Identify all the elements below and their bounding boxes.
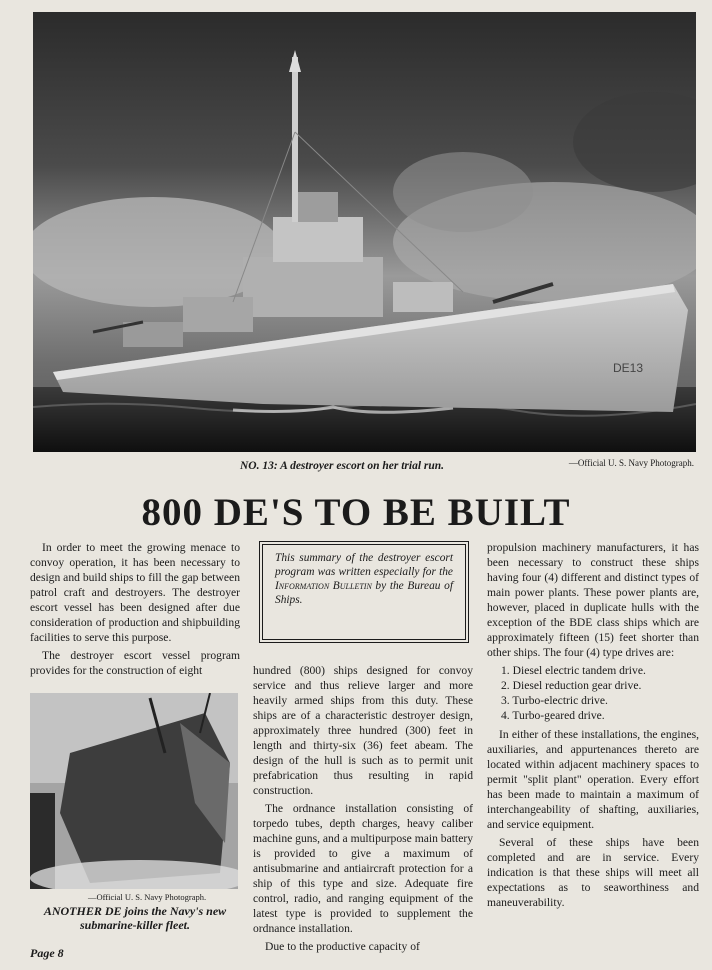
paragraph: Several of these ships have been completed and are in service. Every indication is that these ships will meet all expectations as to seaworthiness and maneuverability. xyxy=(487,836,699,909)
caption-text: A destroyer escort on her trial run. xyxy=(280,460,445,472)
summary-text-smallcaps: Information Bulletin xyxy=(275,580,372,592)
list-item: 1. Diesel electric tandem drive. xyxy=(501,664,646,677)
column-3 xyxy=(487,540,699,910)
summary-text-part2: by the Bureau of Ships. xyxy=(275,580,453,606)
summary-text-part1: This summary of the destroyer escort program was written especially for the xyxy=(275,552,453,578)
destroyer-escort-photo xyxy=(33,12,696,452)
paragraph: In order to meet the growing menace to convoy operation, it has been necessary to design and build ships to fill the gap between patrol craft and destroyers. The destroyer escort vessel has been designed after due consideration of production and shipbuilding facilities to serve this purpose. xyxy=(30,541,240,644)
photo-credit: —Official U. S. Navy Photograph. xyxy=(568,458,694,468)
summary-box xyxy=(259,541,469,643)
paragraph: In either of these installations, the engines, auxiliaries, and appurtenances thereto are located within adjacent machinery spaces to permit "split plant" operation. Every effort has been made to maintain a maximum of interchangeability of shafting, auxiliaries, and service equipment. xyxy=(487,728,699,831)
photo-caption xyxy=(240,460,444,472)
de-bow-photo xyxy=(30,693,238,889)
drive-types-list xyxy=(487,663,699,723)
paragraph: Due to the productive capacity of xyxy=(265,940,420,953)
small-photo-credit: —Official U. S. Navy Photograph. xyxy=(88,892,207,902)
list-item: 3. Turbo-electric drive. xyxy=(501,694,608,707)
paragraph: The ordnance installation consisting of torpedo tubes, depth charges, heavy caliber machine guns, and a multipurpose main battery is provided to give a maximum of antisubmarine and antiaircraft protection for a ship of this type and size. Adequate fire control, radio, and ranging equipment of the latest type is provided to supplement the ordnance installation. xyxy=(253,802,473,935)
paragraph: hundred (800) ships designed for convoy service and thus relieve larger and more heavily armed ships from this duty. These ships are of a characteristic destroyer design, approximately three hundred (300) feet in length and thirty-six (36) feet abeam. The design of the hull is such as to permit unit prefabrication thus resulting in rapid construction. xyxy=(253,664,473,797)
caption-label: NO. 13: xyxy=(240,460,278,472)
page-number: Page 8 xyxy=(30,946,64,960)
paragraph: The destroyer escort vessel program provides for the construction of eight xyxy=(30,649,240,677)
column-1 xyxy=(30,540,240,678)
small-photo-caption: ANOTHER DE joins the Navy's new submarine-killer fleet. xyxy=(43,904,227,932)
list-item: 2. Diesel reduction gear drive. xyxy=(501,679,642,692)
hull-number: DE13 xyxy=(613,361,644,375)
article-headline: 800 DE'S TO BE BUILT xyxy=(141,491,571,534)
summary-box-text xyxy=(262,544,466,640)
paragraph: propulsion machinery manufacturers, it has been necessary to construct these ships having four (4) different and distinct types of main power plants. These power plants are, however, placed in duplicate hulls with the exception of the BDE class ships which are approximately fifteen (15) feet shorter than other ships. The four (4) type drives are: xyxy=(487,541,699,659)
list-item: 4. Turbo-geared drive. xyxy=(501,709,605,722)
column-2 xyxy=(253,663,473,954)
